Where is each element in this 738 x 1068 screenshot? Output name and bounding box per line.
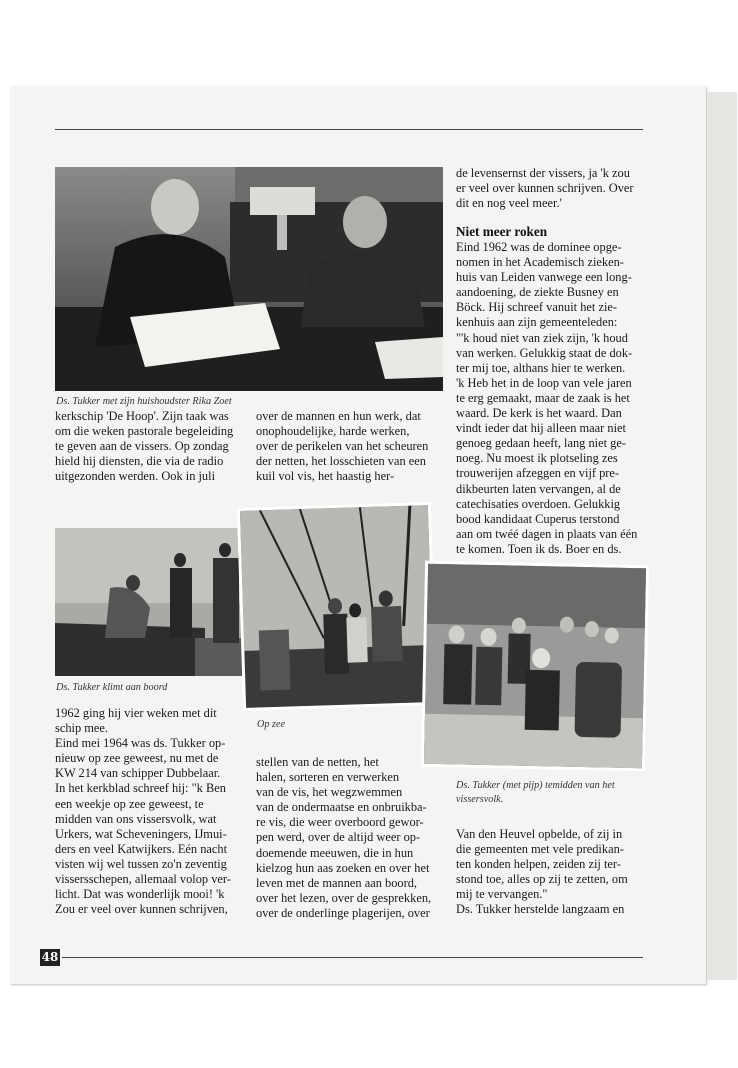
photo-fishermen-group-image: [424, 564, 646, 769]
caption-photo3: Op zee: [257, 719, 286, 730]
text-left-bottom: 1962 ging hij vier weken met dit schip mee. Eind mei 1964 was ds. Tukker op- nieuw op zee geweest, nu met de KW 214 van schipper Dubbelaar. In het kerkblad schreef hij: "k Ben een weekje op zee geweest, te midden van ons vissersvolk, wat Urkers, wat Scheveningers, IJmui- ders en veel Katwijkers. Eén nacht visten wij wel tussen zo'n zeventig vissersschepen, allemaal volop ver- licht. Dat was wonderlijk mooi! 'k Zou er veel over kunnen schrijven,: [55, 706, 231, 917]
text-right-bottom: Van den Heuvel opbelde, of zij in die gemeenten met vele predikan- ten konden helpen, zeiden zij ter- stond toe, alles op zij te zetten, om mij te vervangen." Ds. Tukker herstelde langzaam en: [456, 827, 628, 917]
photo-at-sea: [240, 505, 434, 708]
text-middle-top: over de mannen en hun werk, dat onophoudelijke, harde werken, over de perikelen van het scheuren der netten, het losschieten van een kuil vol vis, het haastig her-: [256, 409, 429, 484]
caption-photo1: Ds. Tukker met zijn huishoudster Rika Zoet: [56, 396, 232, 407]
photo-climbing-aboard: [55, 528, 251, 676]
text-left-top: kerkschip 'De Hoop'. Zijn taak was om die weken pastorale begeleiding te geven aan de vissers. Op zondag hield hij diensten, die via de radio uitgezonden werden. Ook in juli: [55, 409, 234, 484]
page-number: 48: [41, 950, 59, 964]
caption-photo4: Ds. Tukker (met pijp) temidden van het vissersvolk.: [456, 780, 615, 805]
photo-tukker-housekeeper-image: [55, 167, 443, 391]
bottom-rule: [62, 957, 643, 958]
text-right-body: Eind 1962 was de dominee opge- nomen in het Academisch zieken- huis van Leiden vanwege een long- aandoening, de ziekte Busney en Böck. Hij schreef vanuit het zie- kenhuis aan zijn gemeenteleden: "'k houd niet van ziek zijn, 'k houd van werken. Gelukkig staat de dok- ter mij toe, althans hier te werken. 'k Heb het in de loop van vele jaren te erg gemaakt, maar de zaak is het waard. De kerk is het waard. Dan vindt ieder dat hij alleen maar niet genoeg gedaan heeft, lang niet ge- noeg. Nu moest ik plotseling zes trouwerijen afzeggen en vijf pre- dikbeurten laten vervangen, al de catechisaties overdoen. Gelukkig bood kandidaat Cuperus terstond aan om twéé dagen in plaats van één te komen. Toen ik ds. Boer en ds.: [456, 240, 638, 556]
section-heading: Niet meer roken: [456, 224, 548, 239]
photo-at-sea-image: [240, 505, 434, 708]
photo-climbing-aboard-image: [55, 528, 251, 676]
photo-tukker-housekeeper: [55, 167, 443, 391]
text-right-top: de levensernst der vissers, ja 'k zou er veel over kunnen schrijven. Over dit en nog veel meer.': [456, 166, 634, 211]
top-rule: [55, 129, 643, 130]
caption-photo2: Ds. Tukker klimt aan boord: [56, 682, 168, 693]
photo-fishermen-group: [424, 564, 646, 769]
text-middle-bottom: stellen van de netten, het halen, sorteren en verwerken van de vis, het wegzwemmen van de ondermaatse en onbruikba- re vis, die weer overboord gewor- pen werd, over de altijd weer op- doemende meeuwen, die in hun kielzog hun aas zoeken en over het leven met de mannen aan boord, over het lezen, over de gesprekken, over de onderlinge plagerijen, over: [256, 755, 432, 920]
page-edge: [706, 92, 737, 980]
